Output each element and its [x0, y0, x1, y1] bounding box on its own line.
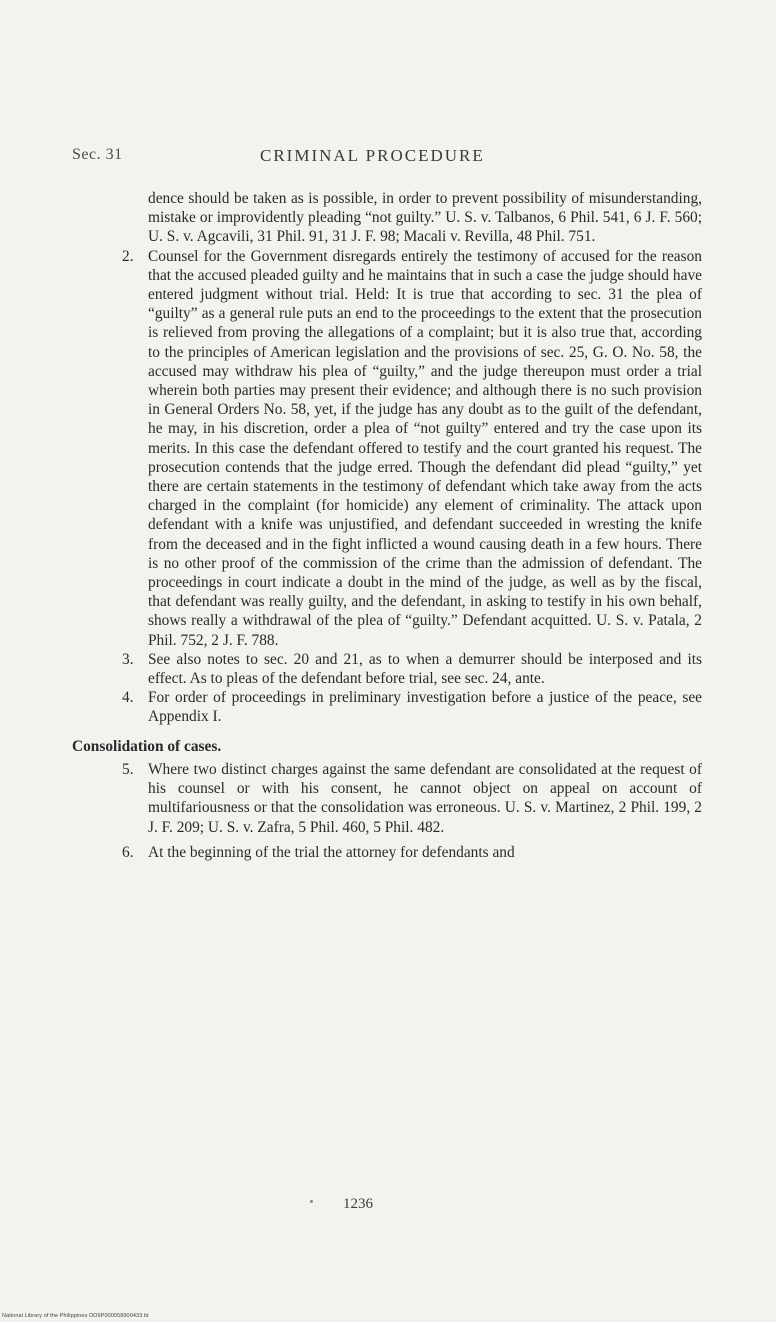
- note-number: 6.: [122, 843, 134, 861]
- note-item: [122, 760, 702, 837]
- running-title: CRIMINAL PROCEDURE: [260, 146, 485, 165]
- note-text: Counsel for the Government disregards entirely the testimony of accused for the reason that the accused pleaded guilty and he maintains that in such a case the judge should have entered judgment without trial. Held: It is true that according to sec. 31 the plea of “guilty” as a general rule puts an end to the proceedings to the extent that the prosecution is relieved from proving the allegations of a complaint; but it is also true that, according to the principles of American legislation and the provisions of sec. 25, G. O. No. 58, the accused may withdraw his plea of “guilty,” and the judge thereupon must order a trial wherein both parties may present their evidence; and although there is no such provision in General Orders No. 58, yet, if the judge has any doubt as to the guilt of the defendant, he may, in his discretion, order a plea of “not guilty” entered and try the case upon its merits. In this case the defendant offered to testify and the court granted his request. The prosecution contends that the judge erred. Though the defendant did plead “guilty,” yet there are certain statements in the testimony of defendant which take away from the acts charged in the complaint (for homicide) any element of criminality. The attack upon defendant with a knife was unjustified, and defendant succeeded in wresting the knife from the deceased and in the fight inflicted a wound causing death in a few hours. There is no other proof of the commission of the crime than the admission of defendant. The proceedings in court indicate a doubt in the mind of the judge, as well as by the fiscal, that defendant was really guilty, and the defendant, in asking to testify in his own behalf, shows really a withdrawal of the plea of “guilty.” Defendant acquitted. U. S. v. Patala, 2 Phil. 752, 2 J. F. 788.: [148, 247, 702, 649]
- continued-paragraph: dence should be taken as is possible, in order to prevent possibility of misunderstanding, mistake or improvidently pleading “not guilty.” U. S. v. Talbanos, 6 Phil. 541, 6 J. F. 560; U. S. v. Agcavili, 31 Phil. 91, 31 J. F. 98; Macali v. Revilla, 48 Phil. 751.: [148, 190, 702, 246]
- scan-credit: National Library of the Philippines DO9P000058900433 bt: [2, 1313, 149, 1319]
- notes-list-a: [72, 247, 702, 727]
- section-label: Sec. 31: [72, 146, 123, 163]
- note-text: See also notes to sec. 20 and 21, as to when a demurrer should be interposed and its effect. As to pleas of the defendant before trial, see sec. 24, ante.: [148, 650, 702, 688]
- note-item: [122, 650, 702, 688]
- running-header: [72, 146, 712, 170]
- print-speck: [310, 1200, 313, 1203]
- note-number: 4.: [122, 689, 134, 707]
- note-number: 3.: [122, 650, 134, 668]
- note-item: [122, 247, 702, 650]
- note-text: Where two distinct charges against the same defendant are consolidated at the request of his counsel or with his consent, he cannot object on appeal on account of multifariousness or that the consolidation was erroneous. U. S. v. Martinez, 2 Phil. 199, 2 J. F. 209; U. S. v. Zafra, 5 Phil. 460, 5 Phil. 482.: [148, 760, 702, 836]
- notes-list-b: [72, 760, 702, 862]
- note-item: [122, 688, 702, 726]
- note-number: 5.: [122, 760, 134, 778]
- section-subheading: Consolidation of cases.: [72, 737, 222, 755]
- note-number: 2.: [122, 247, 134, 265]
- note-item: [122, 843, 702, 862]
- page-number: 1236: [343, 1196, 373, 1212]
- note-text: At the beginning of the trial the attorney for defendants and: [148, 843, 515, 861]
- page-body: [72, 189, 702, 862]
- note-text: For order of proceedings in preliminary investigation before a justice of the peace, see Appendix I.: [148, 689, 702, 726]
